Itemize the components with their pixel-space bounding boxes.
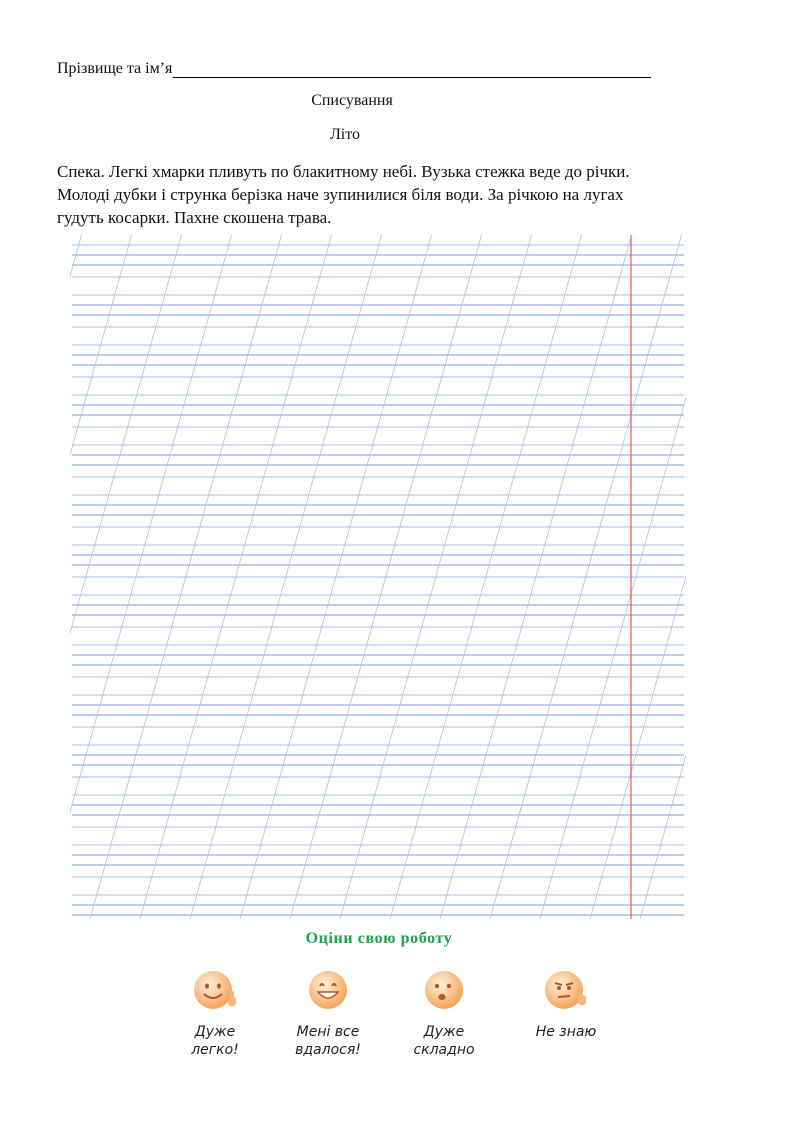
rating-label: Не знаю bbox=[535, 1024, 597, 1040]
ruling-lines bbox=[70, 235, 686, 919]
name-label: Прізвище та ім’я bbox=[57, 60, 173, 77]
rating-label: Дуже легко! bbox=[191, 1024, 239, 1058]
smiley-surprised-icon bbox=[420, 968, 468, 1016]
smiley-happy-icon bbox=[304, 968, 352, 1016]
notebook-ruling[interactable] bbox=[70, 235, 686, 919]
rating-option-dont-know[interactable] bbox=[511, 968, 621, 1041]
name-field bbox=[57, 60, 651, 78]
passage-line: гудуть косарки. Пахне скошена трава. bbox=[57, 208, 332, 227]
task-title: Списування bbox=[311, 92, 393, 109]
name-underline[interactable] bbox=[173, 60, 651, 78]
smiley-thumbs-up-icon bbox=[191, 968, 239, 1016]
passage-line: Спека. Легкі хмарки пливуть по блакитному небі. Вузька стежка веде до річки. bbox=[57, 162, 630, 181]
self-assessment-title: Оціни свою роботу bbox=[305, 930, 453, 947]
text-title: Літо bbox=[329, 126, 361, 143]
passage-text bbox=[57, 160, 737, 229]
rating-option-very-easy[interactable] bbox=[160, 968, 270, 1059]
passage-line: Молоді дубки і струнка берізка наче зупинилися біля води. За річкою на лугах bbox=[57, 185, 624, 204]
rating-option-very-hard[interactable] bbox=[389, 968, 499, 1059]
smiley-thinking-icon bbox=[542, 968, 590, 1016]
handwriting-grid[interactable] bbox=[70, 235, 686, 919]
rating-option-all-done[interactable] bbox=[273, 968, 383, 1059]
rating-label: Мені все вдалося! bbox=[295, 1024, 361, 1058]
rating-label: Дуже складно bbox=[413, 1024, 475, 1058]
